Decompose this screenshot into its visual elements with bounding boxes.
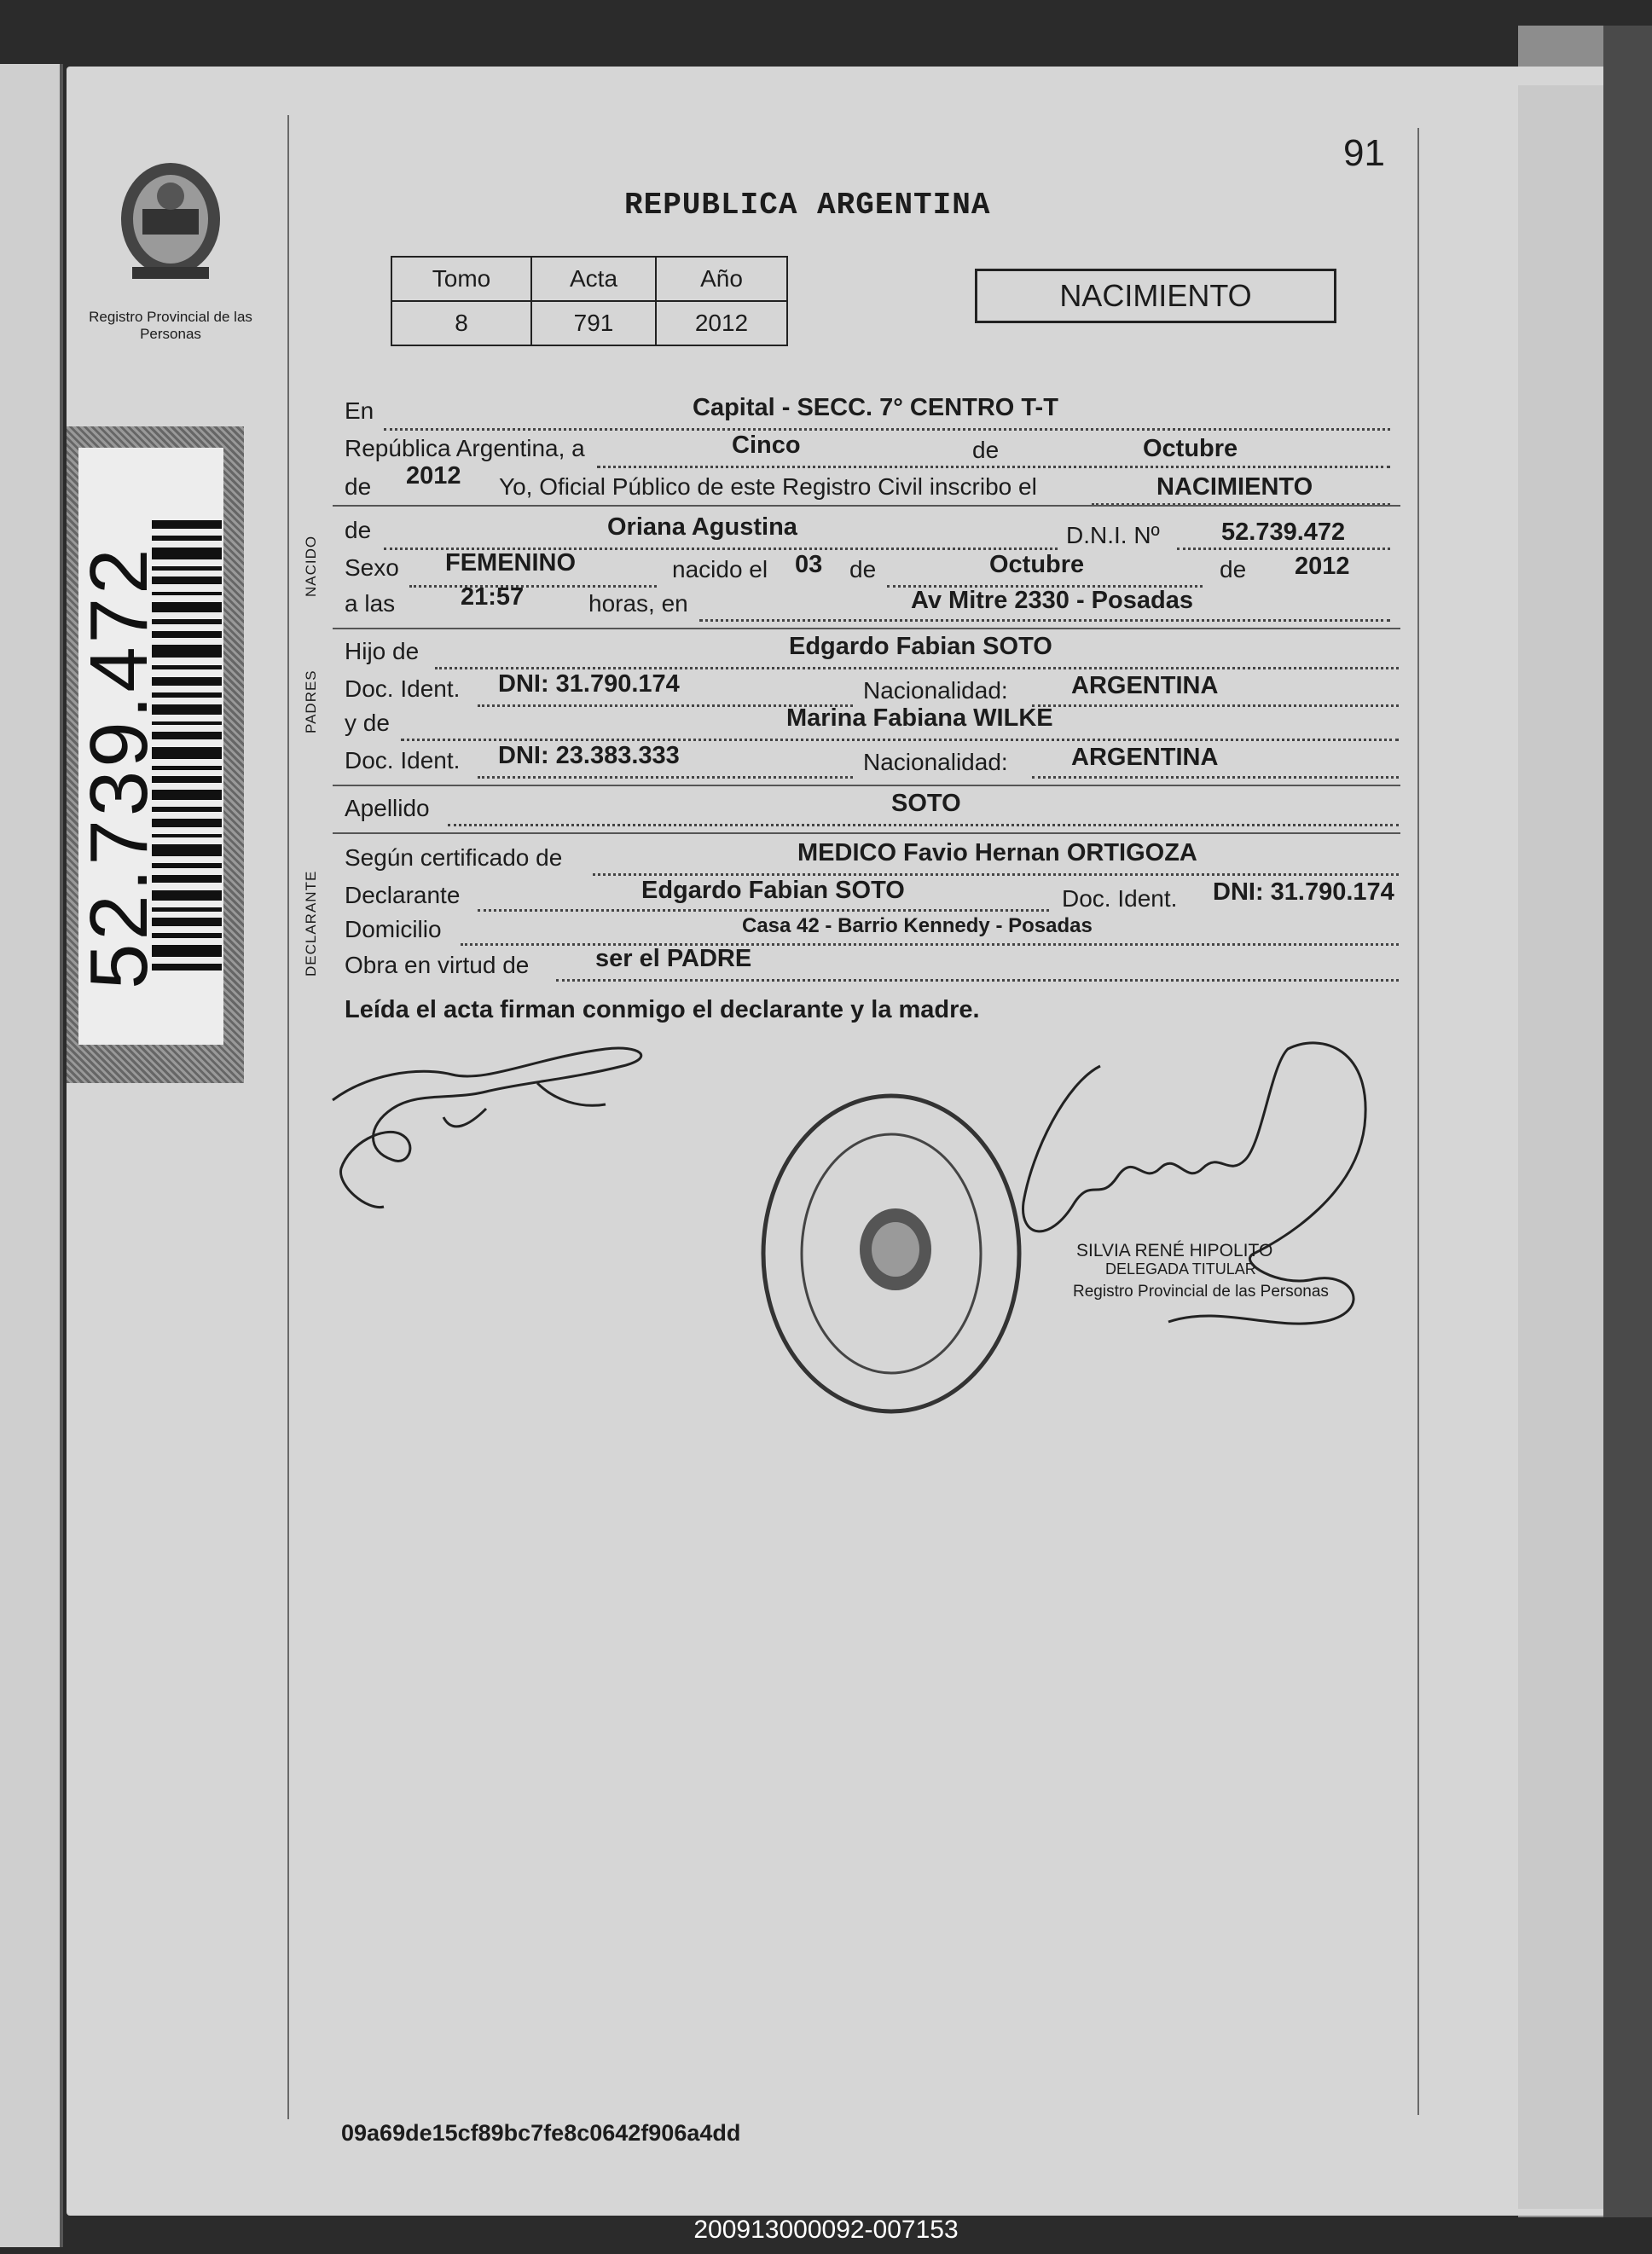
declarant-signature [316, 1023, 674, 1220]
value-anio: 2012 [406, 462, 461, 490]
side-label-nacido: NACIDO [303, 535, 319, 597]
dotted-line [556, 979, 1399, 982]
table-cell-tomo: 8 [391, 301, 531, 345]
label-de-anio-nac: de [1220, 556, 1247, 582]
value-sexo: FEMENINO [445, 549, 577, 577]
dotted-line [435, 667, 1399, 669]
label-de-mes: de [849, 556, 877, 582]
value-declarante-doc: DNI: 31.790.174 [1213, 878, 1394, 906]
label-doc-madre: Doc. Ident. [345, 747, 461, 774]
dotted-line [401, 739, 1399, 741]
dotted-line [478, 909, 1049, 912]
side-label-padres: PADRES [303, 669, 319, 733]
table-header-acta: Acta [531, 257, 656, 301]
dotted-line [409, 585, 657, 588]
dotted-line [1032, 704, 1399, 707]
label-de: de [972, 437, 1000, 463]
value-hora: 21:57 [461, 583, 525, 611]
label-a-las: a las [345, 590, 396, 617]
value-dia: Cinco [732, 432, 801, 459]
value-padre-doc: DNI: 31.790.174 [498, 670, 680, 698]
value-inscribo: NACIMIENTO [1156, 473, 1313, 501]
closing-statement: Leída el acta firman conmigo el declarante y la madre. [345, 996, 980, 1023]
label-nacionalidad-padre: Nacionalidad: [863, 677, 1008, 704]
value-declarante: Edgardo Fabian SOTO [641, 877, 905, 904]
logo-caption: Registro Provincial de las Personas [89, 309, 252, 342]
value-mes: Octubre [1143, 435, 1238, 462]
value-nac-mes: Octubre [989, 551, 1085, 578]
side-label-declarante: DECLARANTE [303, 870, 319, 976]
value-nombre: Oriana Agustina [607, 513, 797, 541]
act-type-box: NACIMIENTO [975, 269, 1336, 323]
table-header-anio: Año [656, 257, 787, 301]
registry-table [391, 256, 788, 346]
section-divider [333, 785, 1400, 786]
dotted-line [1177, 548, 1390, 550]
label-horas-en: horas, en [588, 590, 688, 617]
label-en: En [345, 397, 374, 424]
dotted-line [597, 466, 1390, 468]
book-cover-edge [1603, 26, 1652, 2217]
document-title: REPUBLICA ARGENTINA [624, 188, 991, 223]
official-title: DELEGADA TITULAR [1105, 1260, 1256, 1278]
section-divider [333, 505, 1400, 507]
value-apellido: SOTO [891, 790, 961, 817]
value-en: Capital - SECC. 7° CENTRO T-T [693, 394, 1058, 421]
label-apellido: Apellido [345, 795, 430, 821]
dotted-line [1032, 776, 1399, 779]
right-margin-line [1417, 128, 1419, 2115]
label-doc-padre: Doc. Ident. [345, 675, 461, 702]
label-declarante: Declarante [345, 882, 461, 908]
label-hijo-de: Hijo de [345, 638, 420, 664]
label-domicilio: Domicilio [345, 916, 442, 942]
label-nacionalidad-madre: Nacionalidad: [863, 749, 1008, 775]
table-cell-anio: 2012 [656, 301, 787, 345]
value-nac-dia: 03 [795, 551, 823, 578]
label-republica: República Argentina, a [345, 435, 585, 461]
section-divider [333, 628, 1400, 629]
page-stack-edge [1518, 85, 1612, 2209]
label-nacido-el: nacido el [672, 556, 768, 582]
value-madre: Marina Fabiana WILKE [786, 704, 1053, 732]
value-obra: ser el PADRE [595, 945, 752, 972]
label-dni: D.N.I. Nº [1066, 522, 1160, 548]
label-obra: Obra en virtud de [345, 952, 530, 978]
value-nac-anio: 2012 [1295, 553, 1350, 580]
province-seal-logo [107, 158, 235, 286]
table-header-tomo: Tomo [391, 257, 531, 301]
left-page-edge [0, 64, 63, 2247]
value-madre-doc: DNI: 23.383.333 [498, 742, 680, 769]
label-declarante-doc: Doc. Ident. [1062, 885, 1178, 912]
value-madre-nac: ARGENTINA [1071, 744, 1219, 771]
dotted-line [384, 428, 1390, 431]
label-sexo: Sexo [345, 554, 399, 581]
official-stamp [755, 1087, 1028, 1420]
value-lugar: Av Mitre 2330 - Posadas [911, 587, 1193, 614]
value-domicilio: Casa 42 - Barrio Kennedy - Posadas [742, 914, 1093, 937]
value-certificado: MEDICO Favio Hernan ORTIGOZA [797, 839, 1197, 866]
label-y-de: y de [345, 710, 390, 736]
label-inscribo: Yo, Oficial Público de este Registro Civil inscribo el [499, 473, 1037, 500]
footer-id: 200913000092-007153 [693, 2216, 959, 2244]
left-margin-line [287, 115, 289, 2119]
dotted-line [478, 776, 853, 779]
value-dni: 52.739.472 [1221, 519, 1346, 546]
value-padre-nac: ARGENTINA [1071, 672, 1219, 699]
label-de-nombre: de [345, 517, 372, 543]
label-de-anio: de [345, 473, 372, 500]
official-office: Registro Provincial de las Personas [1073, 1283, 1329, 1301]
barcode-number: 52.739.472 [73, 545, 165, 989]
dotted-line [699, 619, 1390, 622]
section-divider [333, 832, 1400, 834]
dotted-line [593, 873, 1399, 876]
document-hash: 09a69de15cf89bc7fe8c0642f906a4dd [341, 2120, 741, 2146]
table-cell-acta: 791 [531, 301, 656, 345]
official-signature [998, 1032, 1390, 1390]
dotted-line [448, 824, 1399, 826]
value-padre: Edgardo Fabian SOTO [789, 633, 1052, 660]
official-name: SILVIA RENÉ HIPOLITO [1076, 1241, 1273, 1260]
label-certificado: Según certificado de [345, 844, 563, 871]
page-number: 91 [1343, 132, 1385, 174]
